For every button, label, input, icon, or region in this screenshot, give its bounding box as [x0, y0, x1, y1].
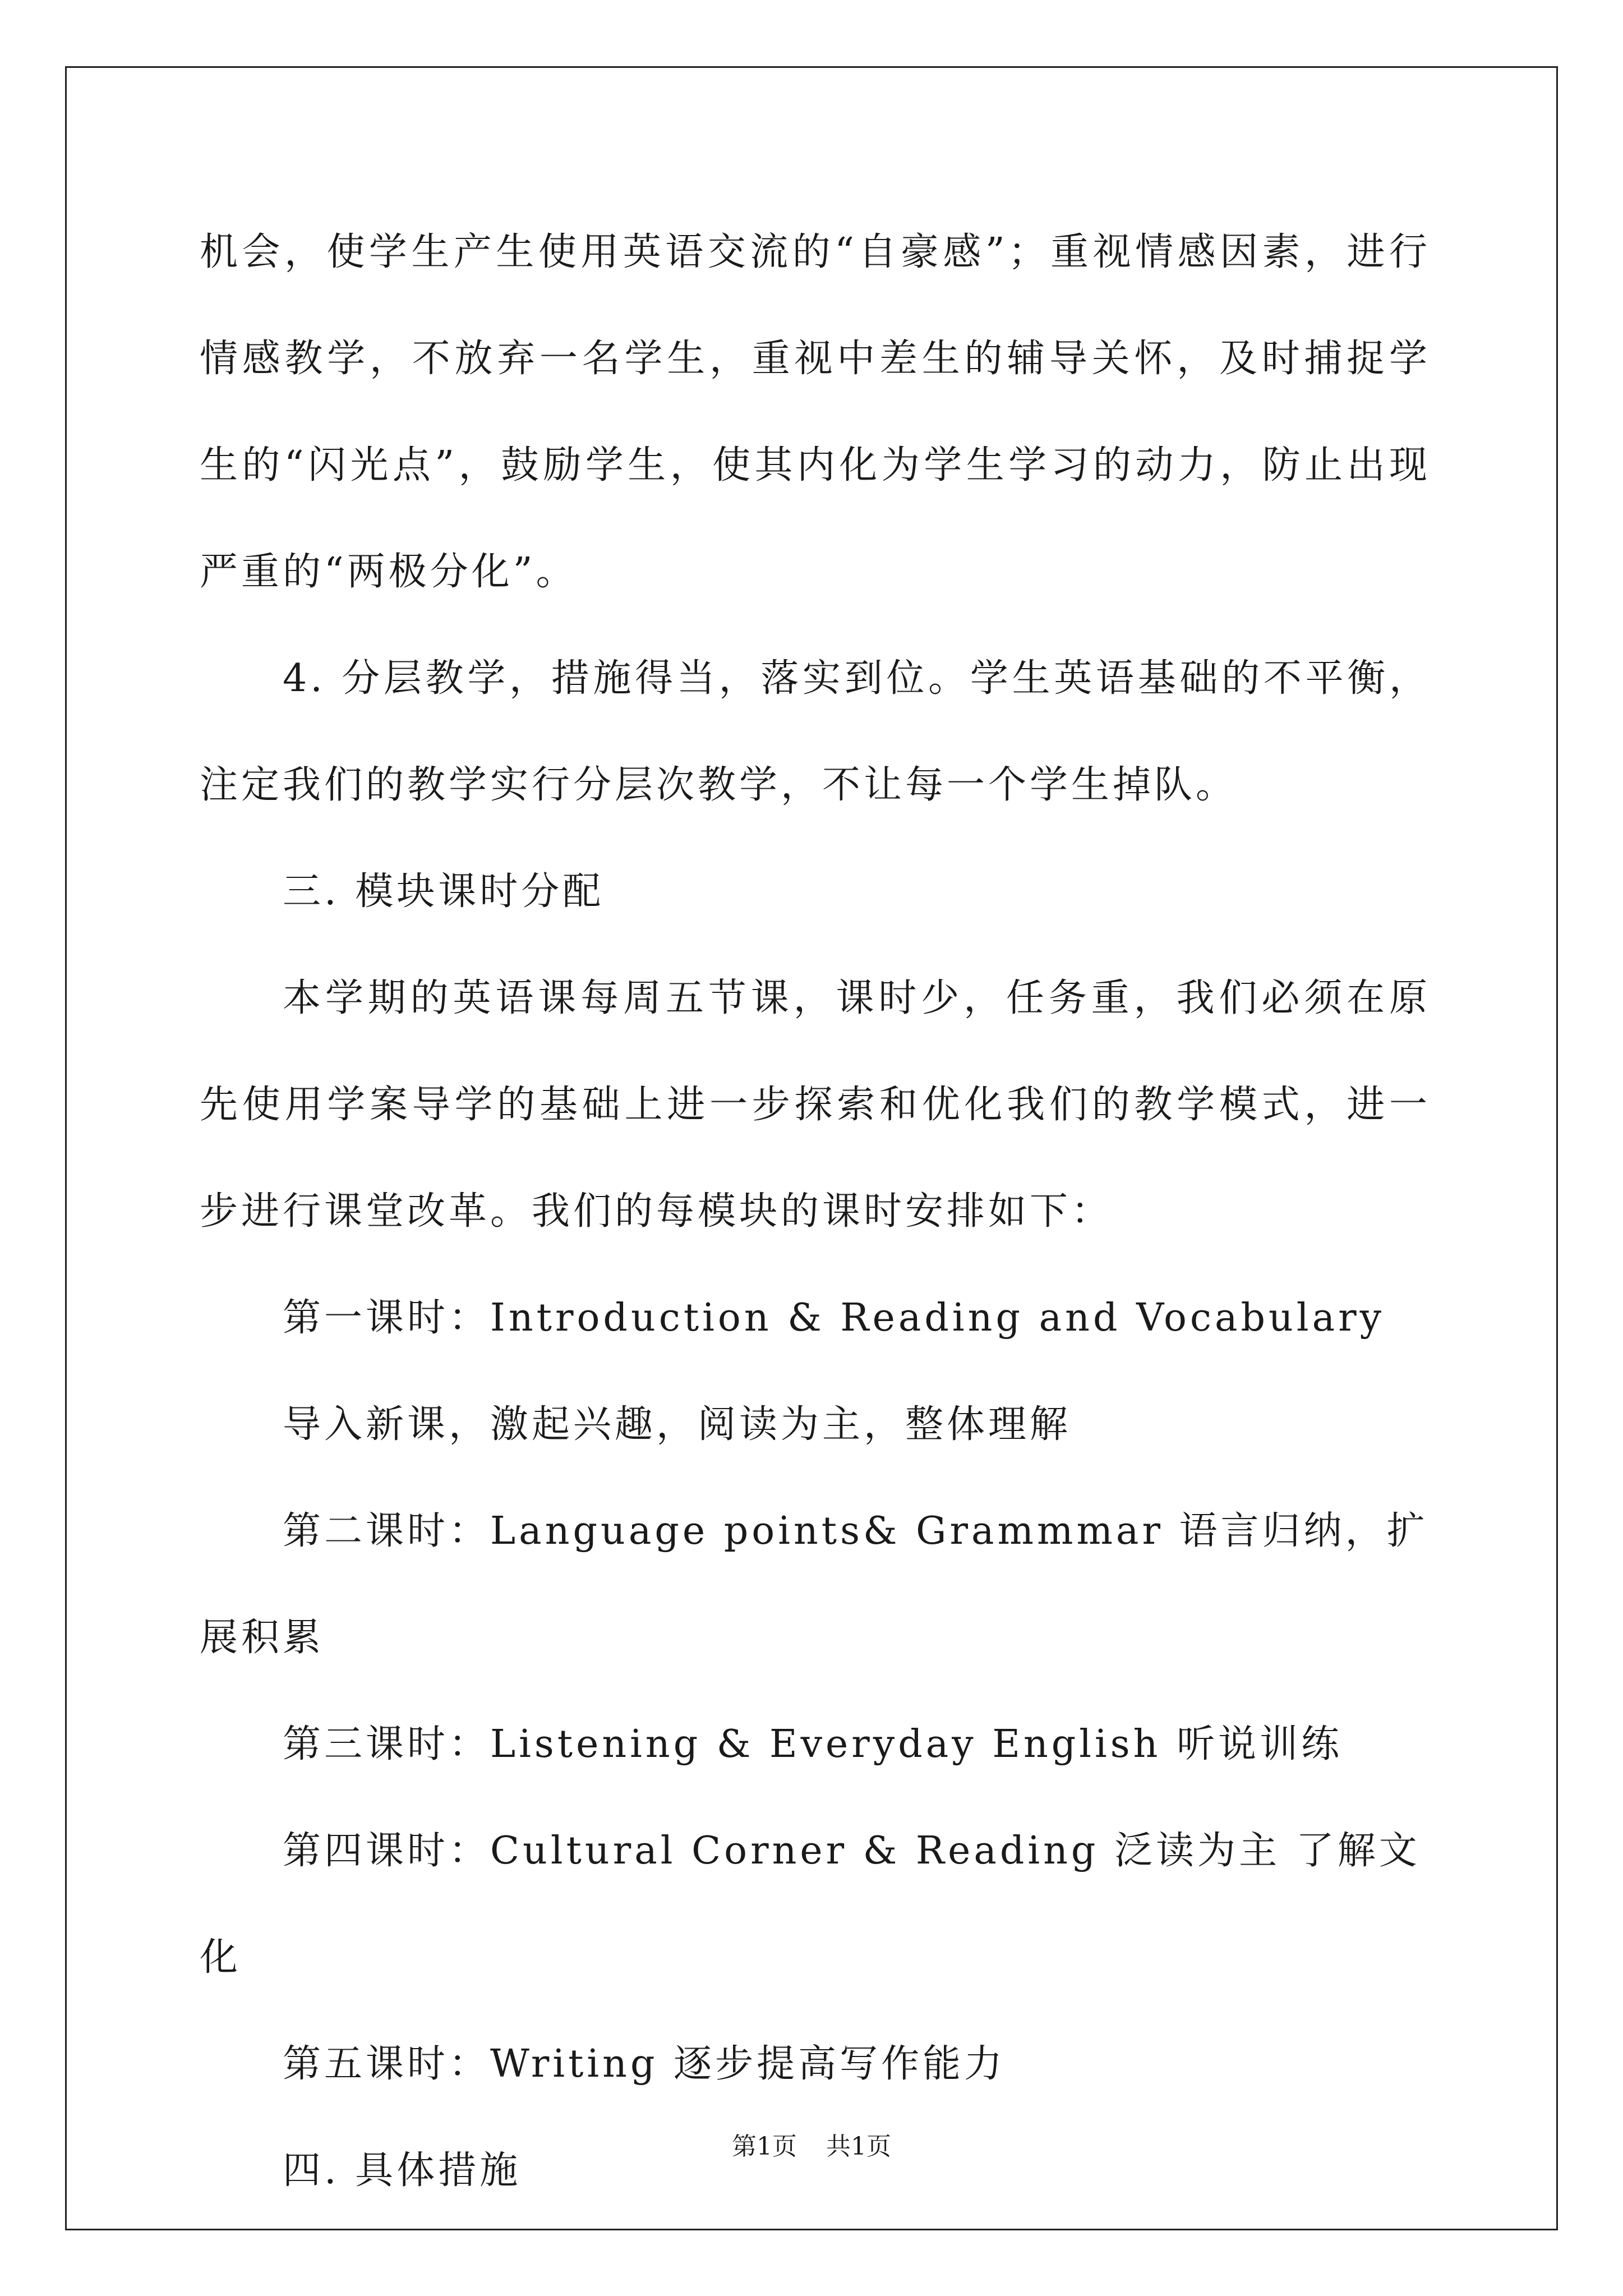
paragraph-continuation: 机会，使学生产生使用英语交流的“自豪感”；重视情感因素，进行情感教学，不放弃一名学生，重视中差生的辅导关怀，及时捕捉学生的“闪光点”，鼓励学生，使其内化为学生学习的动力，防止出现严重的“两极分化”。: [200, 230, 1431, 594]
page-footer: [0, 2126, 1623, 2162]
lesson-1-title: 第一课时：Introduction & Reading and Vocabulary: [283, 1296, 1385, 1340]
lesson-3: 第三课时：Listening & Everyday English 听说训练: [283, 1722, 1343, 1766]
lesson-1-description: 导入新课，激起兴趣，阅读为主，整体理解: [283, 1402, 1072, 1447]
section-heading-measures: 四. 具体措施: [283, 2148, 522, 2193]
section-heading-module-hours: 三. 模块课时分配: [283, 869, 605, 914]
lesson-2: 第二课时：Language points& Grammmar 语言归纳，扩展积累: [200, 1509, 1428, 1660]
lesson-4: 第四课时：Cultural Corner & Reading 泛读为主 了解文化: [200, 1829, 1421, 1980]
page-number: 第1页: [732, 2132, 797, 2161]
paragraph-semester-plan: 本学期的英语课每周五节课，课时少，任务重，我们必须在原先使用学案导学的基础上进一步探索和优化我们的教学模式，进一步进行课堂改革。我们的每模块的课时安排如下：: [200, 976, 1431, 1234]
document-body: [200, 199, 1431, 2224]
lesson-5: 第五课时：Writing 逐步提高写作能力: [283, 2042, 1006, 2086]
paragraph-layered-teaching: 4. 分层教学，措施得当，落实到位。学生英语基础的不平衡，注定我们的教学实行分层次教学，不让每一个学生掉队。: [200, 656, 1431, 807]
page-total: 共1页: [826, 2132, 891, 2161]
